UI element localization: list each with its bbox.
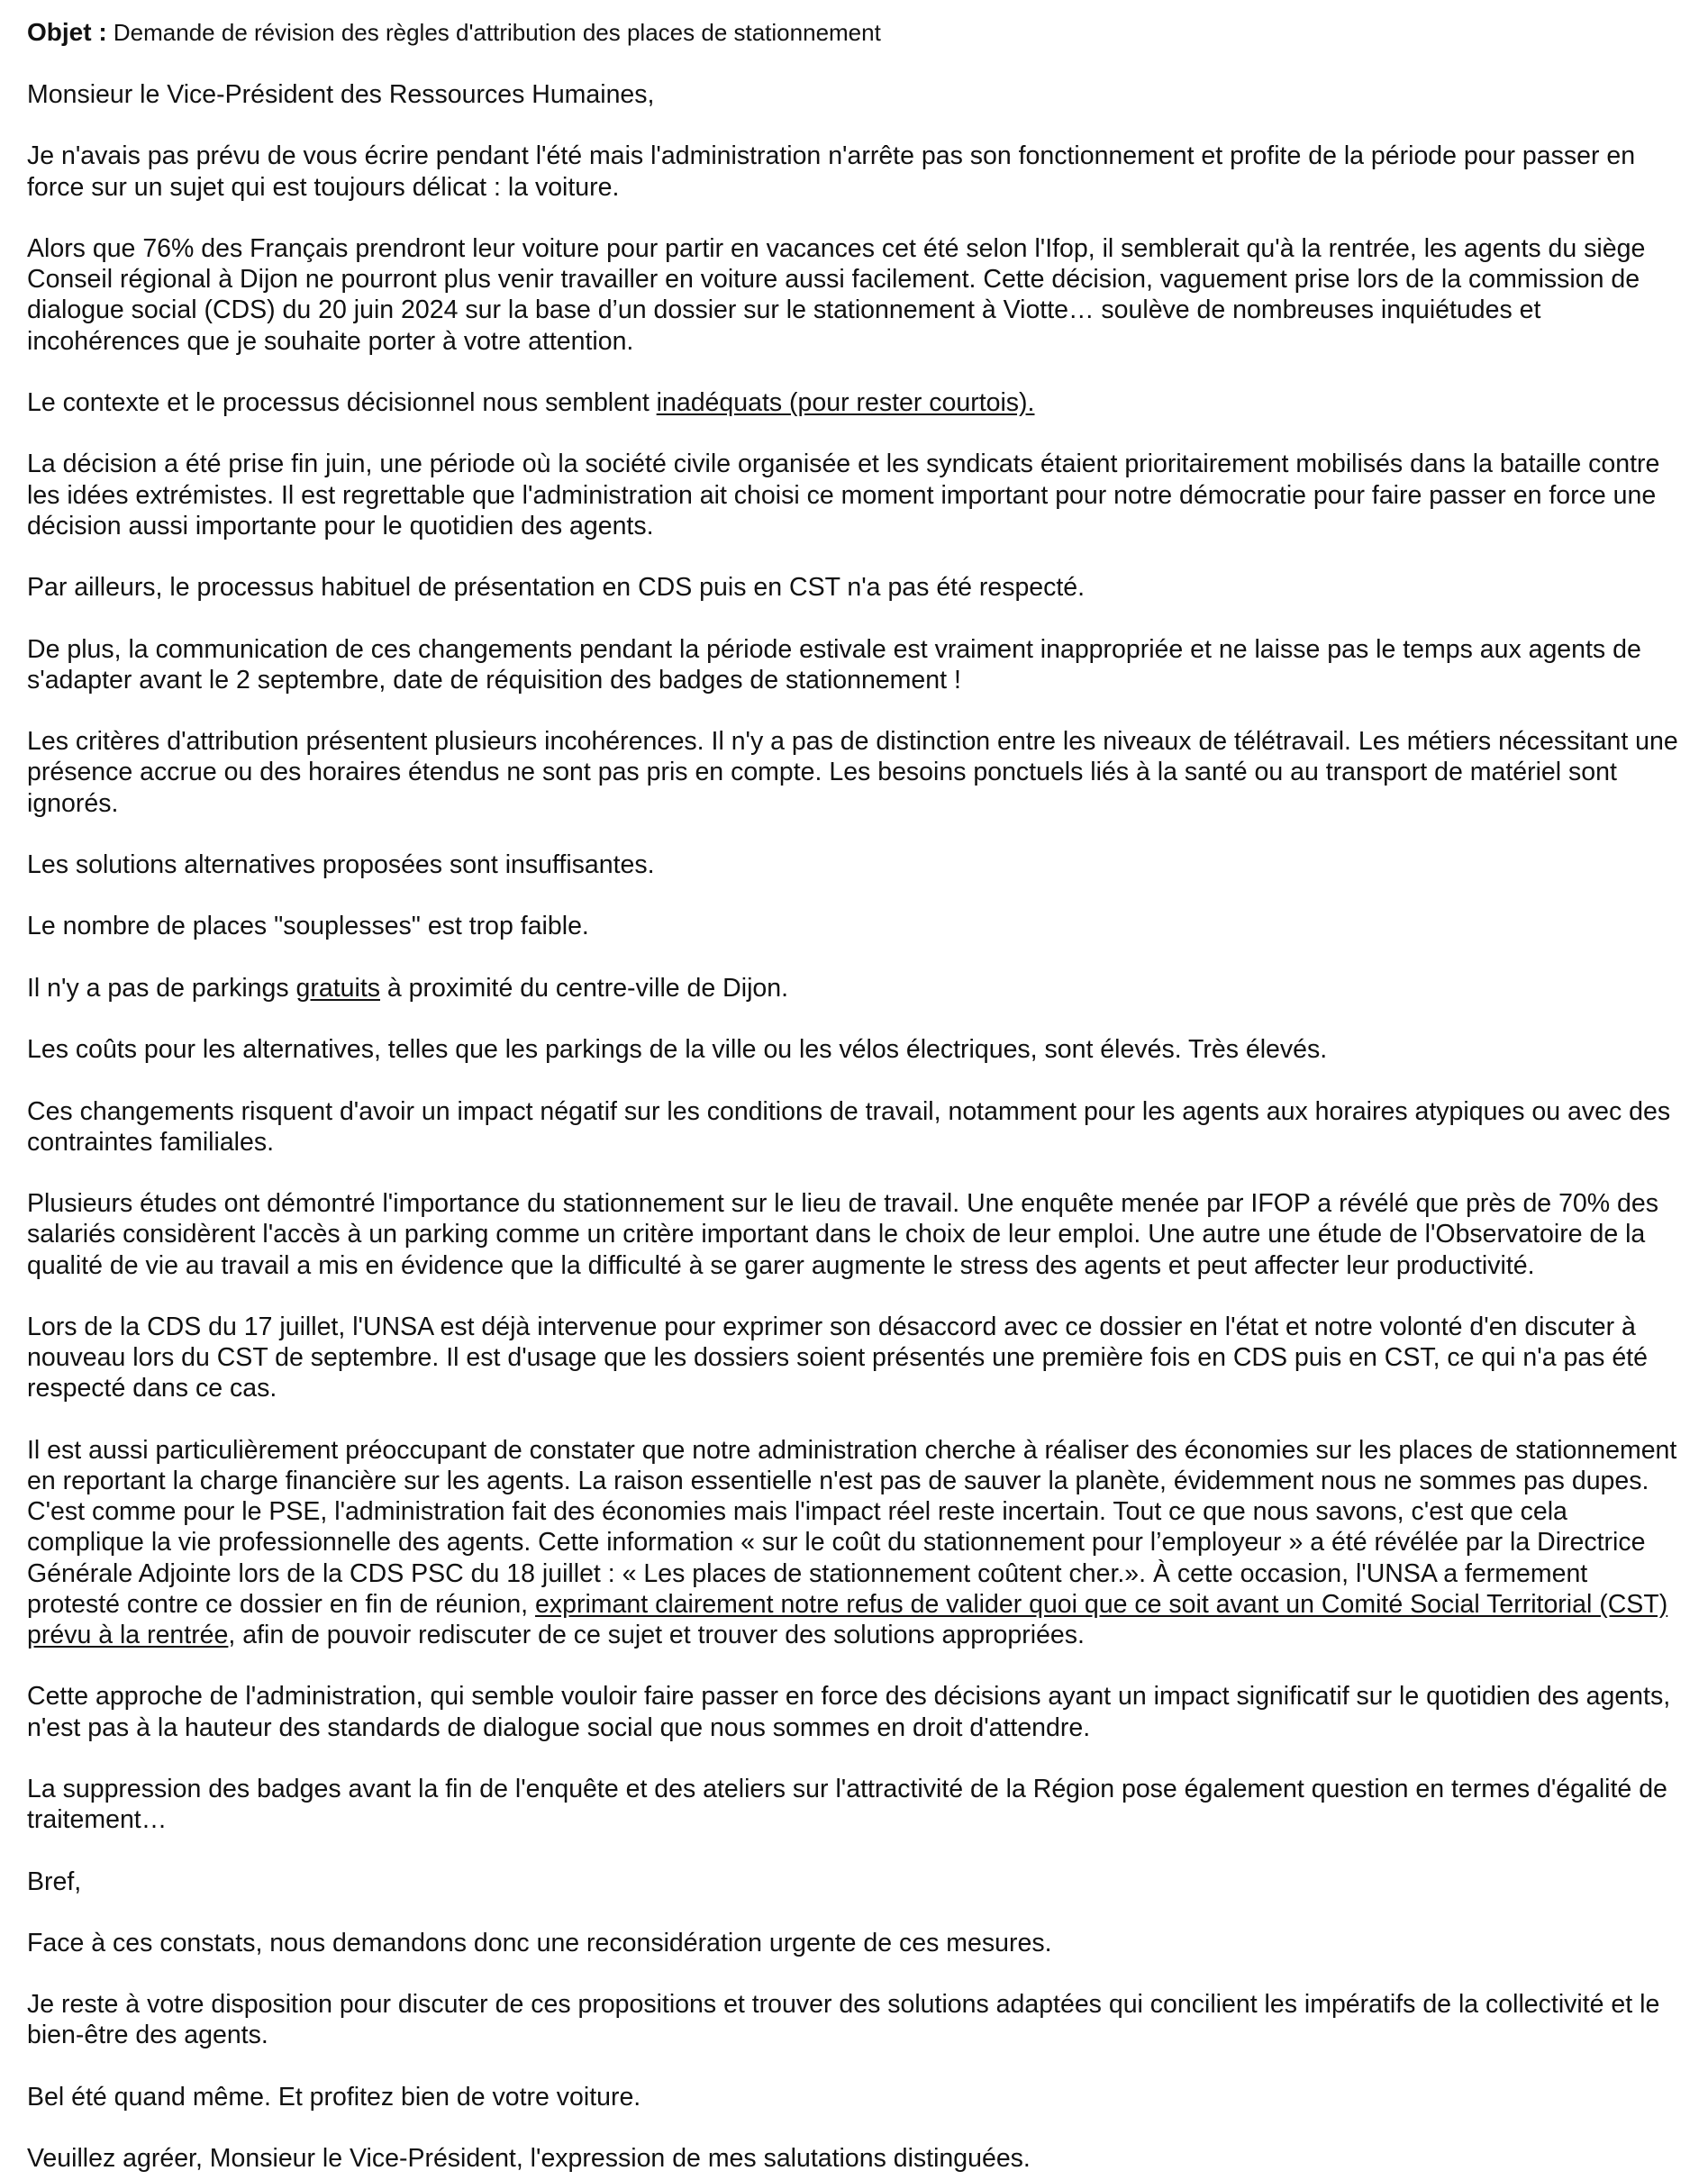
savings-after: , afin de pouvoir rediscuter de ce sujet et trouver des solutions appropriées. bbox=[228, 1620, 1085, 1649]
paragraph-studies: Plusieurs études ont démontré l'importance du stationnement sur le lieu de travail. Une enquête menée par IFOP a révélé que près de 70% des salariés considèrent l'accès à un parking comme un critère important dans le choix de leur emploi. Une autre une étude de l'Observatoire de la qualité de vie au travail a mis en évidence que la difficulté à se garer augmente le stress des agents et peut affecter leur productivité. bbox=[27, 1189, 1658, 1280]
paragraph-process bbox=[27, 387, 1686, 418]
paragraph-criteria: Les critères d'attribution présentent plusieurs incohérences. Il n'y a pas de distinction entre les niveaux de télétravail. Les métiers nécessitant une présence accrue ou des horaires étendus ne sont pas pris en compte. Les besoins ponctuels liés à la santé ou au transport de matériel sont ignorés. bbox=[27, 727, 1678, 818]
paragraph-badges: La suppression des badges avant la fin de l'enquête et des ateliers sur l'attractivité de la Région pose également question en termes d'égalité de traitement… bbox=[27, 1774, 1667, 1835]
underlined-refusal: exprimant clairement notre refus de valider quoi que ce soit avant un Comité Social Territorial (CST) prévu à la rentrée bbox=[27, 1589, 1668, 1649]
salutation: Monsieur le Vice-Président des Ressources Humaines, bbox=[27, 80, 655, 109]
paragraph-savings bbox=[27, 1435, 1686, 1650]
paragraph-availability: Je reste à votre disposition pour discuter de ces propositions et trouver des solutions adaptées qui concilient les impératifs de la collectivité et le bien-être des agents. bbox=[27, 1990, 1660, 2050]
paragraph-flex-places: Le nombre de places "souplesses" est trop faible. bbox=[27, 912, 589, 941]
paragraph-alternatives: Les solutions alternatives proposées sont insuffisantes. bbox=[27, 849, 655, 879]
paragraph-impact: Ces changements risquent d'avoir un impact négatif sur les conditions de travail, notamment pour les agents aux horaires atypiques ou avec des contraintes familiales. bbox=[27, 1096, 1671, 1157]
paragraph-request: Face à ces constats, nous demandons donc une reconsidération urgente de ces mesures. bbox=[27, 1928, 1052, 1957]
paragraph-process-text: Le contexte et le processus décisionnel nous semblent bbox=[27, 387, 657, 417]
subject-text: Demande de révision des règles d'attribution des places de stationnement bbox=[113, 19, 881, 46]
paragraph-cds-july: Lors de la CDS du 17 juillet, l'UNSA est déjà intervenue pour exprimer son désaccord avec ce dossier en l'état et notre volonté d'en discuter à nouveau lors du CST de septembre. Il est d'usage que les dossiers soient présentés une première fois en CDS puis en CST, ce qui n'a pas été respecté dans ce cas. bbox=[27, 1312, 1648, 1403]
paragraph-communication: De plus, la communication de ces changements pendant la période estivale est vraiment inappropriée et ne laisse pas le temps aux agents de s'adapter avant le 2 septembre, date de réquisition des badges de stationnement ! bbox=[27, 634, 1641, 695]
underlined-inadequate: inadéquats (pour rester courtois). bbox=[656, 387, 1035, 417]
paragraph-summer: Bel été quand même. Et profitez bien de votre voiture. bbox=[27, 2082, 641, 2112]
paragraph-free-parking bbox=[27, 973, 1686, 1004]
free-parking-before: Il n'y a pas de parkings bbox=[27, 973, 296, 1003]
paragraph-bref: Bref, bbox=[27, 1867, 82, 1896]
subject-label: Objet : bbox=[27, 18, 107, 46]
paragraph-intro: Je n'avais pas prévu de vous écrire pendant l'été mais l'administration n'arrête pas son fonctionnement et profite de la période pour passer en force sur un sujet qui est toujours délicat : la voiture. bbox=[27, 141, 1636, 202]
paragraph-decision-timing: La décision a été prise fin juin, une période où la société civile organisée et les syndicats étaient prioritairement mobilisés dans la bataille contre les idées extrémistes. Il est regrettable que l'administration ait choisi ce moment important pour notre démocratie pour faire passer en force une décision aussi importante pour le quotidien des agents. bbox=[27, 450, 1660, 540]
paragraph-costs: Les coûts pour les alternatives, telles que les parkings de la ville ou les vélos électriques, sont élevés. Très élevés. bbox=[27, 1035, 1328, 1065]
paragraph-context: Alors que 76% des Français prendront leur voiture pour partir en vacances cet été selon l'Ifop, il semblerait qu'à la rentrée, les agents du siège Conseil régional à Dijon ne pourront plus venir travailler en voiture aussi facilement. Cette décision, vaguement prise lors de la commission de dialogue social (CDS) du 20 juin 2024 sur la base d’un dossier sur le stationnement à Viotte… soulève de nombreuses inquiétudes et incohérences que je souhaite porter à votre attention. bbox=[27, 233, 1646, 356]
closing-formula: Veuillez agréer, Monsieur le Vice-Président, l'expression de mes salutations distinguées. bbox=[27, 2144, 1031, 2174]
underlined-free: gratuits bbox=[295, 973, 380, 1003]
savings-before: Il est aussi particulièrement préoccupant de constater que notre administration cherche à réaliser des économies sur les places de stationnement en reportant la charge financière sur les agents. La raison essentielle n'est pas de sauver la planète, évidemment nous ne sommes pas dupes. C'est comme pour le PSE, l'administration fait des économies mais l'impact réel reste incertain. Tout ce que nous savons, c'est que cela complique la vie professionnelle des agents. Cette information « sur le coût du stationnement pour l’employeur » a été révélée par la Directrice Générale Adjointe lors de la CDS PSC du 18 juillet : « Les places de stationnement coûtent cher.». À cette occasion, l'UNSA a fermement protesté contre ce dossier en fin de réunion, bbox=[27, 1435, 1677, 1619]
paragraph-approach: Cette approche de l'administration, qui semble vouloir faire passer en force des décisions ayant un impact significatif sur le quotidien des agents, n'est pas à la hauteur des standards de dialogue social que nous sommes en droit d'attendre. bbox=[27, 1682, 1671, 1742]
free-parking-after: à proximité du centre-ville de Dijon. bbox=[380, 973, 789, 1003]
subject-line bbox=[27, 16, 1686, 49]
paragraph-process-not-respected: Par ailleurs, le processus habituel de présentation en CDS puis en CST n'a pas été respecté. bbox=[27, 573, 1086, 603]
